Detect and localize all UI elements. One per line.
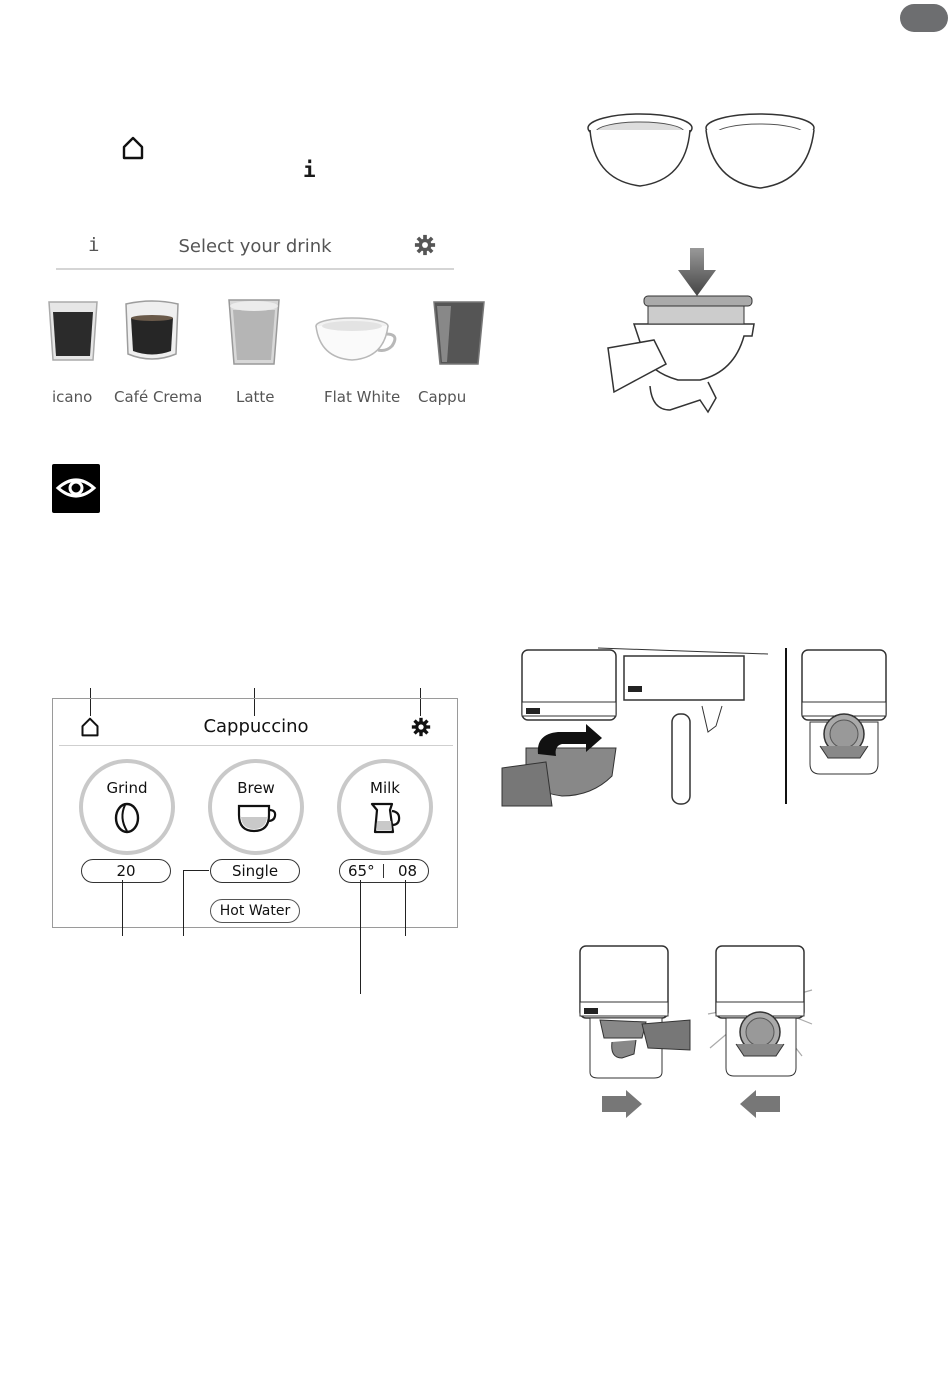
select-drink-title: Select your drink <box>178 236 332 257</box>
cafe-crema-glass-icon <box>122 296 182 368</box>
milk-dial[interactable] <box>337 759 433 855</box>
americano-glass-icon <box>45 296 101 366</box>
settings-gear-icon[interactable] <box>411 717 431 741</box>
callout-milk-temp <box>360 880 361 994</box>
cappuccino-glass-icon <box>431 296 487 368</box>
home-icon <box>121 136 145 164</box>
callout-brew <box>183 870 184 936</box>
latte-glass-icon <box>226 296 282 368</box>
select-drink-header <box>56 228 454 270</box>
eye-icon <box>52 464 100 513</box>
hot-water-button[interactable]: Hot Water <box>210 899 300 923</box>
bean-icon <box>113 801 141 835</box>
brew-dial[interactable] <box>208 759 304 855</box>
milk-texture-value: 08 <box>398 862 418 880</box>
info-icon: i <box>303 158 316 182</box>
select-drink-screen <box>50 228 467 418</box>
info-button[interactable]: i <box>88 234 100 256</box>
cup-icon <box>236 803 278 833</box>
drink-label-cafe-crema: Café Crema <box>114 388 203 406</box>
filter-baskets-illustration <box>584 108 816 194</box>
drink-label-americano: icano <box>52 388 93 406</box>
drink-flat-white[interactable] <box>305 296 407 372</box>
portafilter-insert-illustration <box>604 244 764 420</box>
grind-size-value[interactable]: 20 <box>81 859 171 883</box>
milk-settings-pill[interactable] <box>339 859 429 883</box>
grind-label: Grind <box>106 779 148 797</box>
callout-brew-elbow <box>183 870 209 871</box>
drink-latte[interactable] <box>203 296 305 372</box>
grind-dial[interactable] <box>79 759 175 855</box>
drink-cappuccino[interactable] <box>408 296 510 372</box>
header-divider <box>59 745 453 746</box>
drink-label-latte: Latte <box>236 388 275 406</box>
milk-pill-divider <box>383 864 384 878</box>
callout-milk-texture <box>405 880 406 936</box>
cappuccino-screen <box>52 698 458 928</box>
callout-grind <box>122 880 123 936</box>
portafilter-insertion-illustration <box>502 646 892 808</box>
milk-temperature-value: 65° <box>348 862 375 880</box>
drink-label-cappuccino: Cappu <box>418 388 467 406</box>
portafilter-lock-illustration <box>576 944 816 1120</box>
settings-gear-icon[interactable] <box>414 234 436 260</box>
jug-icon <box>369 801 403 835</box>
drink-label-flat-white: Flat White <box>324 388 401 406</box>
brew-volume-value[interactable]: Single <box>210 859 300 883</box>
drink-title: Cappuccino <box>203 716 309 737</box>
flat-white-cup-icon <box>314 296 398 368</box>
drink-cafe-crema[interactable] <box>101 296 203 372</box>
milk-label: Milk <box>370 779 400 797</box>
brew-label: Brew <box>237 779 275 797</box>
language-badge <box>900 4 948 32</box>
